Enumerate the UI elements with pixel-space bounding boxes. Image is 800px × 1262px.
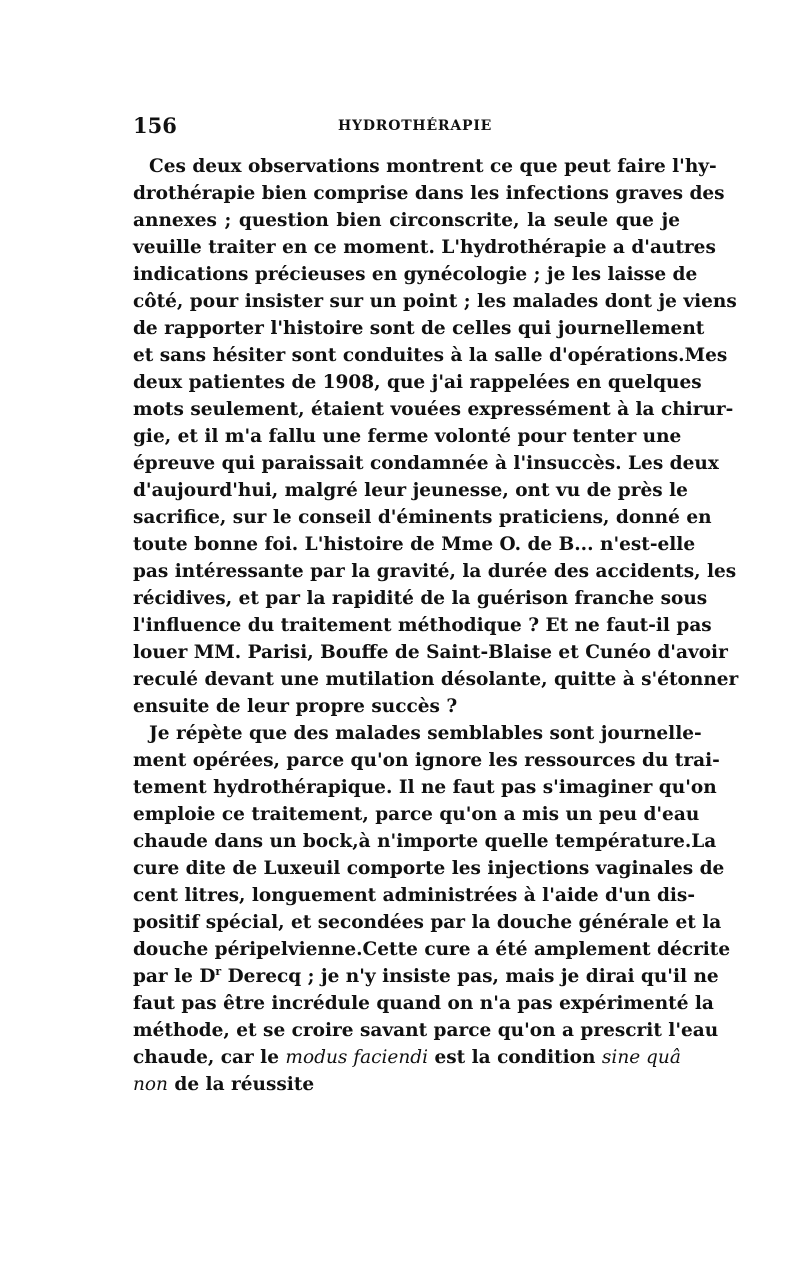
text-line: louer MM. Parisi, Bouffe de Saint-Blaise et Cunéo d'avoir: [133, 642, 728, 663]
superscript: r: [215, 964, 222, 978]
text-line: chaude dans un bock,à n'importe quelle température.La: [133, 831, 717, 852]
text-segment: est la condition: [428, 1047, 602, 1068]
text-line: veuille traiter en ce moment. L'hydrothérapie a d'autres: [133, 237, 716, 258]
text-line: reculé devant une mutilation désolante, quitte à s'étonner: [133, 669, 739, 690]
text-line: l'influence du traitement méthodique ? Et ne faut-il pas: [133, 615, 712, 636]
page-number: 156: [133, 113, 177, 138]
text-line: côté, pour insister sur un point ; les malades dont je viens: [133, 291, 737, 312]
text-line: indications précieuses en gynécologie ; je les laisse de: [133, 264, 698, 285]
text-line: mots seulement, étaient vouées expressément à la chirur-: [133, 399, 734, 420]
italic-latin-phrase: sine quâ: [601, 1047, 681, 1068]
body-text: [133, 153, 739, 1098]
text-line: pas intéressante par la gravité, la durée des accidents, les: [133, 561, 737, 582]
text-line: récidives, et par la rapidité de la guérison franche sous: [133, 588, 708, 609]
text-line: sacrifice, sur le conseil d'éminents praticiens, donné en: [133, 507, 712, 528]
text-line: ensuite de leur propre succès ?: [133, 696, 458, 717]
italic-latin-phrase: non: [133, 1074, 168, 1095]
text-line: annexes ; question bien circonscrite, la seule que je: [133, 210, 680, 231]
text-line: positif spécial, et secondées par la douche générale et la: [133, 912, 722, 933]
text-line: faut pas être incrédule quand on n'a pas expérimenté la: [133, 993, 714, 1014]
text-line: [133, 963, 719, 990]
text-segment: de la réussite: [167, 1074, 315, 1095]
text-line: douche péripelvienne.Cette cure a été amplement décrite: [133, 939, 731, 960]
text-line: de rapporter l'histoire sont de celles qui journellement: [133, 318, 705, 339]
text-line: épreuve qui paraissait condamnée à l'insuccès. Les deux: [133, 453, 719, 474]
text-line: [133, 1071, 680, 1098]
text-line: gie, et il m'a fallu une ferme volonté pour tenter une: [133, 426, 682, 447]
text-line: tement hydrothérapique. Il ne faut pas s'imaginer qu'on: [133, 777, 717, 798]
text-line: cure dite de Luxeuil comporte les injections vaginales de: [133, 858, 725, 879]
text-line: emploie ce traitement, parce qu'on a mis un peu d'eau: [133, 804, 700, 825]
text-line: drothérapie bien comprise dans les infections graves des: [133, 183, 725, 204]
text-segment: par le D: [133, 966, 216, 987]
text-line: ment opérées, parce qu'on ignore les ressources du trai-: [133, 750, 720, 771]
text-line: Ces deux observations montrent ce que peut faire l'hy-: [149, 156, 717, 177]
text-line: toute bonne foi. L'histoire de Mme O. de B... n'est-elle: [133, 534, 696, 555]
text-line: deux patientes de 1908, que j'ai rappelées en quelques: [133, 372, 702, 393]
text-line: et sans hésiter sont conduites à la salle d'opérations.Mes: [133, 345, 728, 366]
text-line: méthode, et se croire savant parce qu'on a prescrit l'eau: [133, 1020, 719, 1041]
italic-latin-phrase: modus faciendi: [285, 1047, 429, 1068]
text-line: Je répète que des malades semblables sont journelle-: [149, 723, 702, 744]
text-line: cent litres, longuement administrées à l'aide d'un dis-: [133, 885, 696, 906]
text-line: d'aujourd'hui, malgré leur jeunesse, ont vu de près le: [133, 480, 688, 501]
text-segment: chaude, car le: [133, 1047, 286, 1068]
running-title: HYDROTHÉRAPIE: [338, 118, 493, 134]
text-segment: Derecq ; je n'y insiste pas, mais je dirai qu'il ne: [221, 966, 719, 987]
text-line: [133, 1044, 680, 1071]
